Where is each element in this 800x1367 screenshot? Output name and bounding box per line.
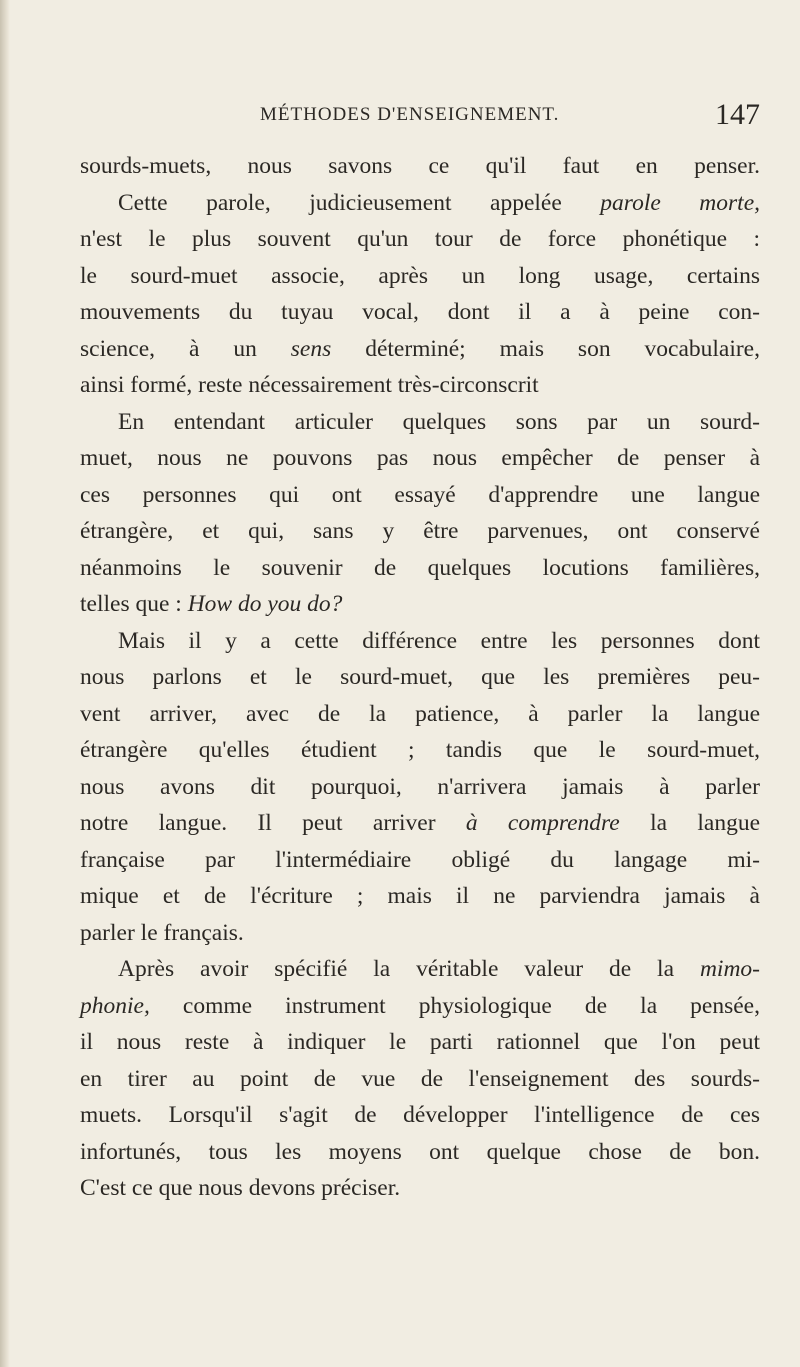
text-line — [80, 513, 760, 550]
text-run: mouvements du tuyau vocal, dont il a à peine con- — [80, 299, 760, 325]
text-run: déterminé; mais son vocabulaire, — [331, 335, 760, 362]
text-line — [80, 221, 760, 258]
text-line — [80, 951, 760, 988]
text-run: telles que : — [80, 591, 188, 617]
text-line — [80, 477, 760, 514]
text-line — [80, 404, 760, 441]
text-line — [80, 805, 760, 842]
text-run: le sourd-muet associe, après un long usage, certains — [80, 262, 760, 289]
running-head — [80, 98, 760, 134]
text-line — [80, 988, 760, 1025]
text-run: Mais il y a cette différence entre les personnes dont — [118, 627, 760, 654]
text-line — [80, 294, 760, 331]
text-run: comme instrument physiologique de la pensée, — [149, 992, 760, 1019]
text-run: nous avons dit pourquoi, n'arrivera jamais à parler — [80, 773, 760, 800]
text-run: C'est ce que nous devons préciser. — [80, 1175, 401, 1201]
italic-text: parole morte, — [600, 189, 761, 216]
text-run: muet, nous ne pouvons pas nous empêcher de penser à — [80, 445, 760, 471]
text-line — [80, 696, 760, 733]
text-line — [80, 331, 760, 368]
text-run: muets. Lorsqu'il s'agit de développer l'intelligence de ces — [80, 1102, 760, 1128]
text-line — [80, 878, 760, 915]
text-line — [80, 1024, 760, 1061]
text-run: nous parlons et le sourd-muet, que les premières peu- — [80, 664, 760, 690]
text-line — [80, 623, 760, 660]
text-line — [80, 1134, 760, 1171]
text-run: ces personnes qui ont essayé d'apprendre une langue — [80, 481, 760, 508]
text-run: la langue — [619, 810, 760, 836]
italic-text: mimo- — [699, 956, 760, 982]
text-line — [80, 659, 760, 696]
text-line — [80, 915, 760, 952]
text-run: française par l'intermédiaire obligé du langage mi- — [80, 846, 760, 873]
page-spine-shadow — [0, 0, 10, 1367]
text-run: infortunés, tous les moyens ont quelque chose de bon. — [80, 1138, 760, 1165]
text-line — [80, 258, 760, 295]
text-line — [80, 1097, 760, 1134]
text-run: science, à un — [80, 335, 291, 362]
text-line — [80, 732, 760, 769]
text-run: En entendant articuler quelques sons par un sourd- — [118, 408, 760, 435]
text-line — [80, 1170, 760, 1207]
text-run: en tirer au point de vue de l'enseignement des sourds- — [80, 1065, 760, 1092]
text-run: il nous reste à indiquer le parti rationnel que l'on peut — [80, 1029, 760, 1055]
text-run: ainsi formé, reste nécessairement très-circonscrit — [80, 372, 539, 398]
text-run: mique et de l'écriture ; mais il ne parviendra jamais à — [80, 883, 760, 909]
page-number: 147 — [715, 98, 760, 131]
italic-text: How do you do? — [187, 591, 343, 617]
text-line — [80, 586, 760, 623]
text-line — [80, 185, 760, 222]
text-line — [80, 842, 760, 879]
text-line — [80, 1061, 760, 1098]
text-run: notre langue. Il peut arriver — [80, 810, 466, 836]
text-line — [80, 769, 760, 806]
text-line — [80, 440, 760, 477]
text-run: néanmoins le souvenir de quelques locutions familières, — [80, 554, 760, 581]
text-run: sourds-muets, nous savons ce qu'il faut en penser. — [80, 153, 760, 179]
body-text — [80, 148, 760, 1207]
italic-text: à comprendre — [465, 810, 620, 836]
running-title: MÉTHODES D'ENSEIGNEMENT. — [260, 104, 560, 125]
text-run: Cette parole, judicieusement appelée — [118, 189, 601, 216]
italic-text: phonie, — [80, 992, 150, 1019]
text-line — [80, 367, 760, 404]
text-run: étrangère, et qui, sans y être parvenues, ont conservé — [80, 518, 760, 544]
italic-text: sens — [290, 335, 332, 362]
text-run: n'est le plus souvent qu'un tour de force phonétique : — [80, 226, 760, 252]
text-run: étrangère qu'elles étudient ; tandis que le sourd-muet, — [80, 737, 760, 763]
text-run: parler le français. — [80, 919, 244, 946]
text-line — [80, 550, 760, 587]
text-run: Après avoir spécifié la véritable valeur de la — [118, 956, 700, 982]
text-run: vent arriver, avec de la patience, à parler la langue — [80, 700, 760, 727]
text-line — [80, 148, 760, 185]
